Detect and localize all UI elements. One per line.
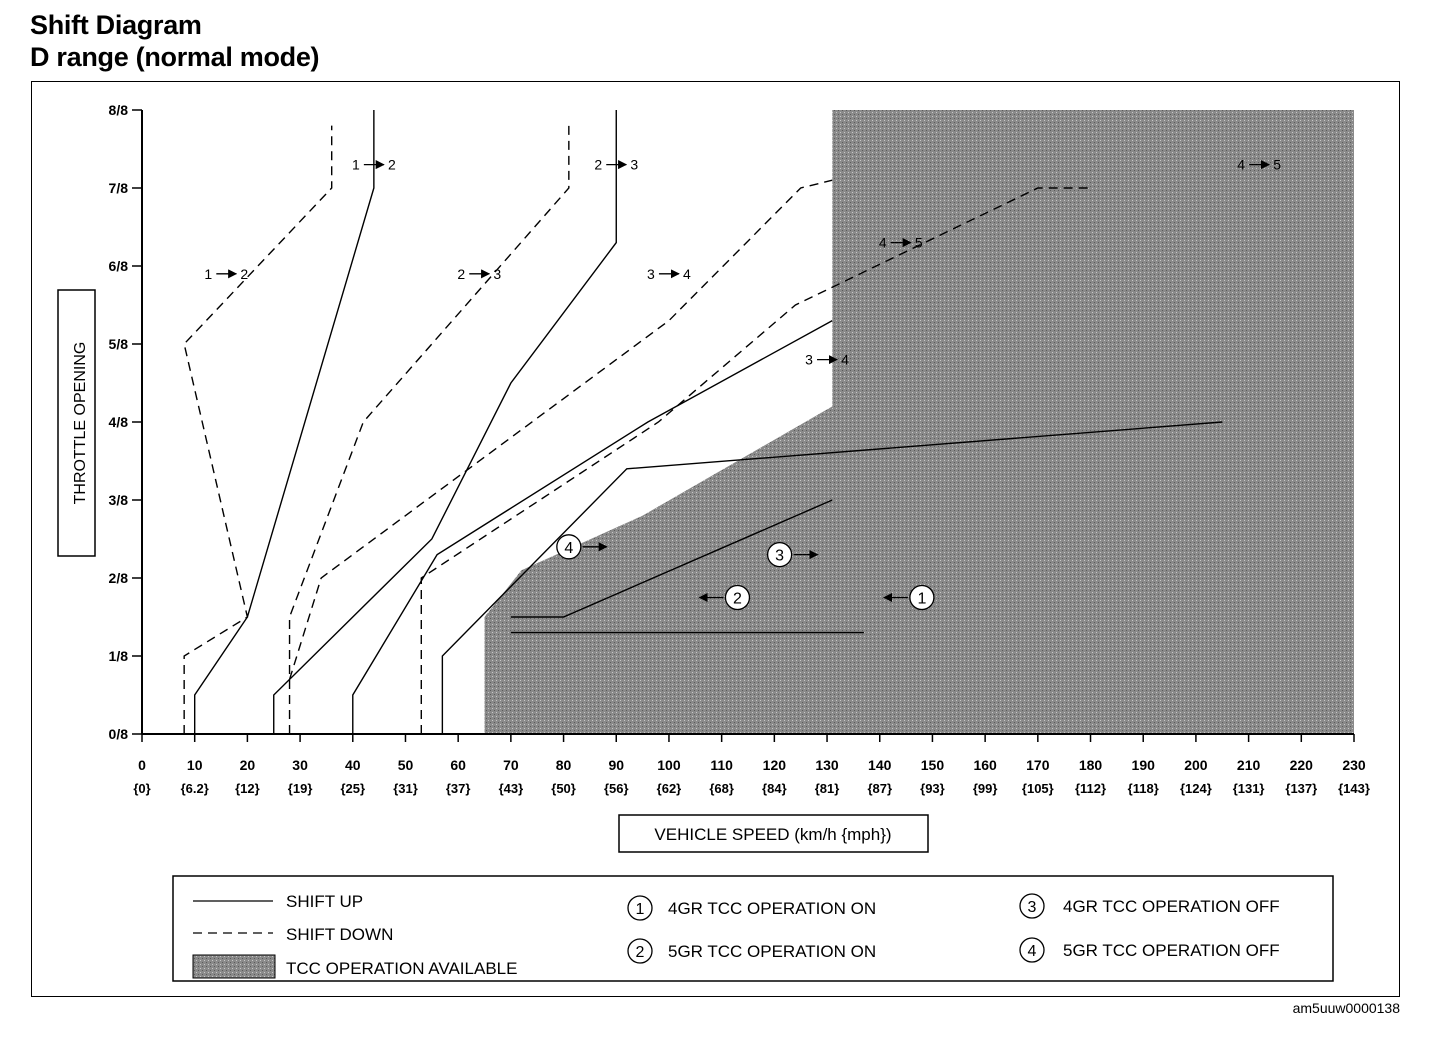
shift-label-1 <box>204 266 248 282</box>
shift-label-to: 5 <box>1273 156 1282 173</box>
x-tick-label: 120 <box>762 757 787 773</box>
x-tick-mph-label: {105} <box>1021 781 1054 796</box>
shift-label-from: 4 <box>878 234 887 251</box>
x-tick-label: 40 <box>344 757 361 773</box>
legend-item-1-text: 4GR TCC OPERATION ON <box>668 899 877 918</box>
shift-label-5 <box>805 352 849 368</box>
tcc-callout-num: 3 <box>775 547 785 565</box>
x-tick-mph-label: {50} <box>551 781 576 796</box>
legend-item-4-text: 5GR TCC OPERATION OFF <box>1063 941 1280 960</box>
x-tick-mph-label: {81} <box>814 781 840 796</box>
x-tick-mph-label: {87} <box>867 781 893 796</box>
y-tick-label: 4/8 <box>108 414 128 430</box>
legend-tcc-swatch <box>193 955 275 978</box>
y-tick-label: 7/8 <box>108 180 128 196</box>
x-tick-mph-label: {137} <box>1285 781 1318 796</box>
figure-code: am5uuw0000138 <box>1292 1000 1400 1016</box>
shift-label-from: 2 <box>457 265 466 282</box>
y-tick-label: 5/8 <box>108 336 128 352</box>
x-tick-mph-label: {56} <box>603 781 629 796</box>
shift-label-to: 2 <box>240 265 249 282</box>
x-tick-label: 90 <box>608 757 625 773</box>
x-tick-mph-label: {31} <box>393 781 418 796</box>
x-tick-label: 180 <box>1078 757 1103 773</box>
x-tick-label: 190 <box>1131 757 1155 773</box>
x-tick-mph-label: {43} <box>498 781 524 796</box>
x-tick-label: 230 <box>1342 757 1366 773</box>
x-tick-mph-label: {99} <box>972 781 998 796</box>
x-tick-mph-label: {0} <box>133 781 151 796</box>
shift-label-to: 4 <box>683 265 691 282</box>
x-tick-label: 10 <box>186 757 203 773</box>
tcc-callout-num: 1 <box>917 590 927 608</box>
legend-tcc-label: TCC OPERATION AVAILABLE <box>286 959 518 978</box>
x-tick-label: 30 <box>292 757 308 773</box>
y-tick-label: 8/8 <box>108 102 128 118</box>
legend-item-3-num: 3 <box>1027 899 1037 916</box>
x-tick-mph-label: {93} <box>920 781 945 796</box>
legend-item-3-text: 4GR TCC OPERATION OFF <box>1063 897 1280 916</box>
shift-label-from: 1 <box>351 156 360 173</box>
shift-label-from: 3 <box>647 265 655 282</box>
legend-shift-up-label: SHIFT UP <box>286 892 364 911</box>
x-tick-label: 160 <box>973 757 997 773</box>
x-tick-mph-label: {84} <box>762 781 787 796</box>
x-tick-label: 20 <box>239 757 256 773</box>
x-tick-mph-label: {131} <box>1232 781 1265 796</box>
legend-item-2-num: 2 <box>635 944 645 961</box>
x-tick-label: 60 <box>450 757 466 773</box>
y-axis-title: THROTTLE OPENING <box>72 341 89 505</box>
x-tick-label: 170 <box>1026 757 1050 773</box>
legend-item-4-num: 4 <box>1027 943 1037 960</box>
x-tick-label: 70 <box>503 757 519 773</box>
x-tick-mph-label: {68} <box>709 781 734 796</box>
shift-label-3 <box>457 266 501 282</box>
series-line-0 <box>195 110 374 734</box>
x-tick-mph-label: {118} <box>1127 781 1159 796</box>
x-tick-label: 130 <box>815 757 839 773</box>
x-tick-mph-label: {37} <box>445 781 471 796</box>
y-tick-label: 0/8 <box>108 726 128 742</box>
shift-label-from: 2 <box>594 156 603 173</box>
legend-shift-down-label: SHIFT DOWN <box>286 925 394 944</box>
shift-label-to: 3 <box>493 265 502 282</box>
x-tick-label: 210 <box>1236 757 1261 773</box>
x-tick-label: 220 <box>1289 757 1313 773</box>
y-tick-label: 2/8 <box>108 570 128 586</box>
tcc-operation-region <box>485 110 1354 734</box>
x-tick-mph-label: {124} <box>1180 781 1212 796</box>
shift-label-to: 4 <box>841 351 849 368</box>
page-subtitle: D range (normal mode) <box>30 42 320 72</box>
x-tick-mph-label: {19} <box>287 781 313 796</box>
page-title: Shift Diagram <box>30 10 202 40</box>
x-tick-label: 110 <box>710 757 733 773</box>
legend-item-2-text: 5GR TCC OPERATION ON <box>668 942 877 961</box>
series-line-1 <box>184 126 332 734</box>
x-tick-label: 140 <box>868 757 892 773</box>
legend <box>173 876 1333 981</box>
shift-label-from: 3 <box>805 351 813 368</box>
x-tick-label: 50 <box>397 757 414 773</box>
x-axis-title: VEHICLE SPEED (km/h {mph}) <box>654 825 892 844</box>
y-tick-label: 3/8 <box>108 492 128 508</box>
x-tick-mph-label: {12} <box>235 781 260 796</box>
legend-item-1-num: 1 <box>635 901 645 918</box>
x-tick-mph-label: {112} <box>1074 781 1107 796</box>
shift-label-from: 1 <box>204 265 213 282</box>
tcc-callout-num: 2 <box>733 590 742 608</box>
x-tick-label: 80 <box>555 757 572 773</box>
y-tick-label: 1/8 <box>108 648 128 664</box>
x-tick-label: 100 <box>657 757 681 773</box>
x-tick-label: 150 <box>920 757 945 773</box>
shift-label-to: 2 <box>387 156 396 173</box>
x-tick-mph-label: {25} <box>340 781 366 796</box>
x-tick-label: 200 <box>1184 757 1208 773</box>
y-tick-label: 6/8 <box>108 258 128 274</box>
shift-label-from: 4 <box>1237 156 1246 173</box>
x-tick-mph-label: {143} <box>1338 781 1370 796</box>
shift-label-to: 5 <box>914 234 923 251</box>
tcc-callout-num: 4 <box>564 539 574 557</box>
x-tick-mph-label: {6.2} <box>180 781 209 796</box>
shift-label-to: 3 <box>630 156 639 173</box>
x-tick-mph-label: {62} <box>656 781 682 796</box>
shift-label-4 <box>647 266 691 282</box>
x-tick-label: 0 <box>138 757 146 773</box>
